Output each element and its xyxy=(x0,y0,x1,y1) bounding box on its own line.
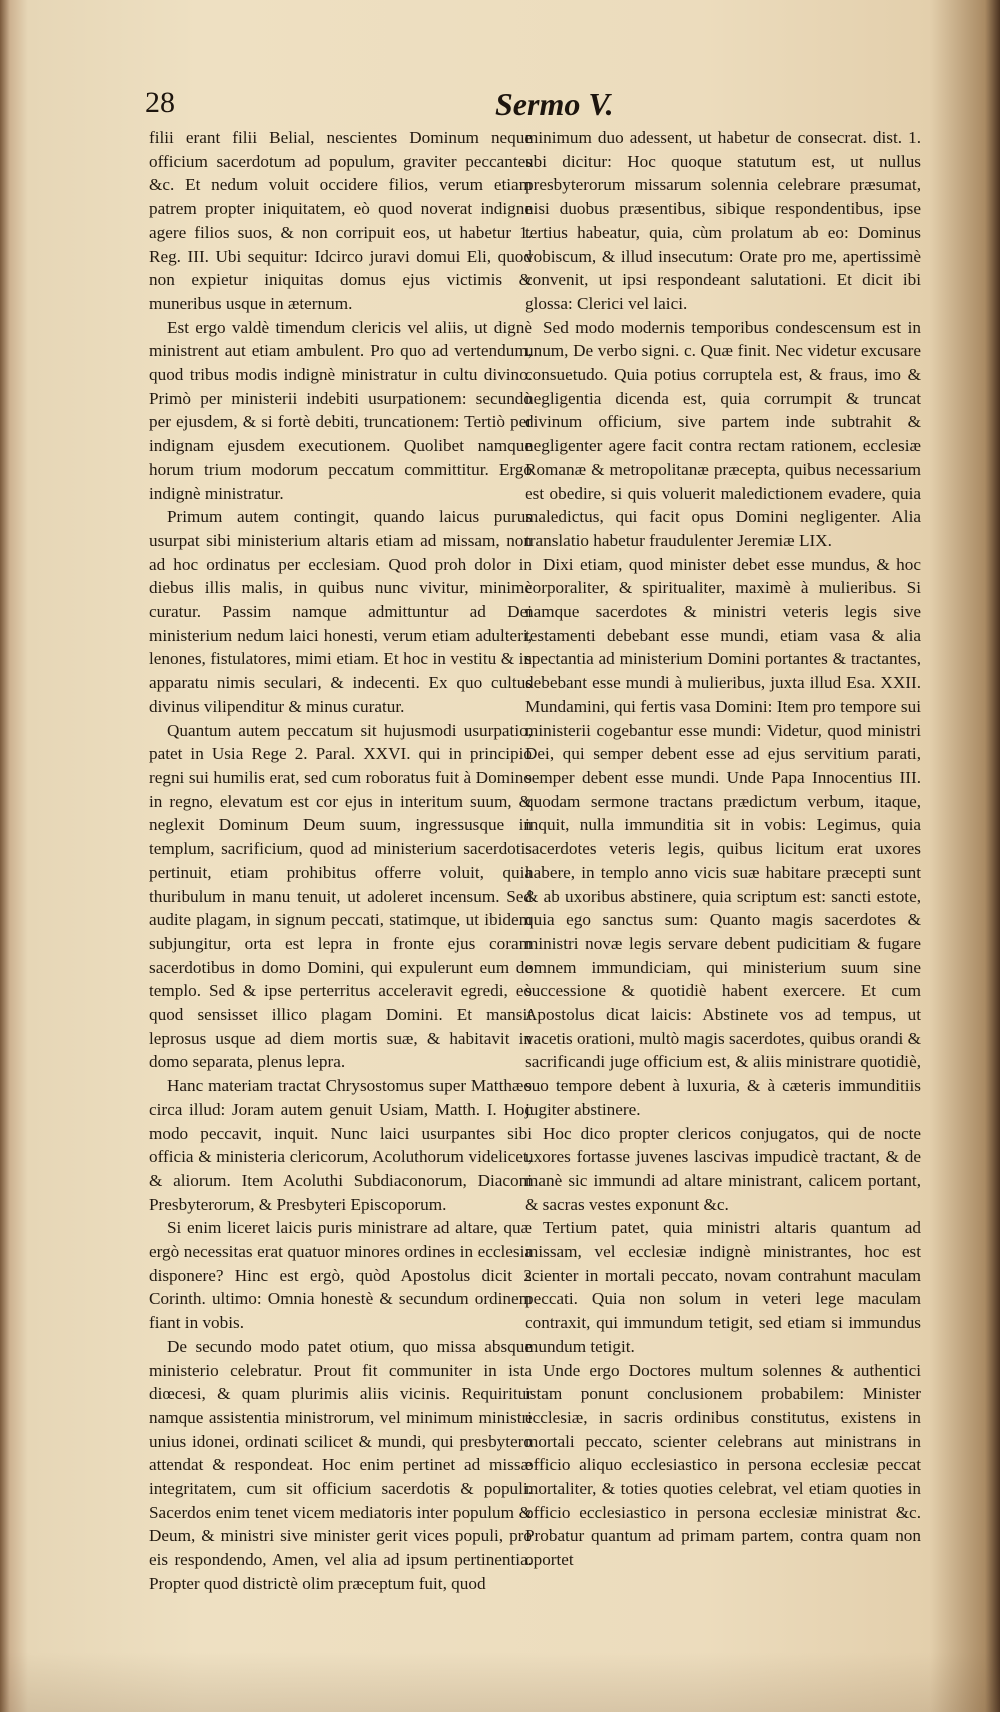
paragraph: minimum duo adessent, ut habetur de consecrat. dist. 1. ubi dicitur: Hoc quoque statutum est, ut nullus presbyterorum missarum solennia celebrare præsumat, nisi duobus præsentibus, sibique respondentibus, ipse tertius habeatur, quia, cùm prolatum ab eo: Dominus vobiscum, & illud insecutum: Orate pro me, apertissimè convenit, ut ipsi respondeant salutationi. Et dicit ibi glossa: Clerici vel laici. xyxy=(525,128,921,313)
page-header xyxy=(145,86,940,126)
paragraph: Sed modo modernis temporibus condescensum est in unum, De verbo signi. c. Quæ finit. Nec videtur excusare consuetudo. Quia potius corruptela est, & fraus, imo & negligentia dicenda est, quia corrumpit & truncat divinum officium, sive partem inde subtrahit & negligenter agere facit contra rectam rationem, ecclesiæ Romanæ & metropolitanæ præcepta, quibus necessarium est obedire, si quis voluerit maledictionem evadere, quia maledictus, qui facit opus Domini negligenter. Alia translatio habetur fraudulenter Jeremiæ LIX. xyxy=(525,317,921,550)
paragraph: Est ergo valdè timendum clericis vel aliis, ut dignè ministrent aut etiam ambulent. Pro quo ad vertendum, quod tribus modis indignè ministratur in cultu divino. Primò per ministerii indebiti usurpationem: secundò per ejusdem, & si fortè debiti, truncationem: Tertiò per indignam ejusdem executionem. Quolibet namque horum trium modorum peccatum committitur. Ergo indignè ministratur. xyxy=(149,317,532,503)
paragraph: Unde ergo Doctores multum solennes & authentici istam ponunt conclusionem probabilem: Minister ecclesiæ, in sacris ordinibus constitutus, existens in mortali peccato, scienter celebrans aut ministrans in officio aliquo ecclesiastico in persona ecclesiæ peccat mortaliter, & toties quoties celebrat, vel etiam quoties in officio ecclesiastico in persona ecclesiæ ministrat &c. Probatur quantum ad primam partem, contra quam non oportet xyxy=(525,1360,921,1570)
paragraph: Si enim liceret laicis puris ministrare ad altare, quæ ergò necessitas erat quatuor minores ordines in ecclesia disponere? Hinc est ergò, quòd Apostolus dicit 2 Corinth. ultimo: Omnia honestè & secundum ordinem fiant in vobis. xyxy=(149,1218,532,1333)
paragraph: Quantum autem peccatum sit hujusmodi usurpatio, patet in Usia Rege 2. Paral. XXVI. qui in principio regni sui humilis erat, sed cum roboratus fuit à Domino in regno, elevatum est cor ejus in interitum suum, & neglexit Dominum Deum suum, ingressusque in templum, sacrificium, quod ad ministerium sacerdotis pertinuit, etiam prohibitus offerre voluit, quia thuribulum in manu tenuit, ut adoleret incensum. Sed audite plagam, in signum peccati, statimque, ut ibidem subjungitur, orta est lepra in fronte ejus coram sacerdotibus in domo Domini, qui expulerunt eum de templo. Sed & ipse perterritus acceleravit egredi, eò quod sensisset illico plagam Domini. Et mansit leprosus usque ad diem mortis suæ, & habitavit in domo separata, plenus lepra. xyxy=(149,720,532,1072)
paragraph: Dixi etiam, quod minister debet esse mundus, & hoc corporaliter, & spiritualiter, maximè à mulieribus. Si namque sacerdotes & ministri veteris legis sive testamenti debebant esse mundi, etiam vasa & alia spectantia ad ministerium Domini portantes & tractantes, debebant esse mundi à mulieribus, juxta illud Esa. XXII. Mundamini, qui fertis vasa Domini: Item pro tempore sui ministerii cogebantur esse mundi: Videtur, quod ministri Dei, qui semper debent esse ad ejus servitium parati, semper debent esse mundi. Unde Papa Innocentius III. quodam sermone tractans prædictum verbum, itaque, inquit, nulla immunditia sit in vobis: Legimus, quia sacerdotes veteris legis, quibus licitum erat uxores habere, in templo anno vicis suæ habitare præcepti sunt & ab uxoribus abstinere, quia scriptum est: sancti estote, quia ego sanctus sum: Quanto magis sacerdotes & ministri novæ legis servare debent pudicitiam & fugare omnem immundiciam, qui ministerium suum sine successione & quotidiè habent exercere. Et cum Apostolus dicat laicis: Abstinete vos ad tempus, ut vacetis orationi, multò magis sacerdotes, quibus orandi & sacrificandi juge officium est, & aliis ministrare quotidiè, suo tempore debent à luxuria, & à cæteris immunditiis jugiter abstinere. xyxy=(525,554,921,1119)
page-number: 28 xyxy=(145,86,175,119)
left-column xyxy=(149,126,532,1596)
paragraph: Hanc materiam tractat Chrysostomus super Matthæo circa illud: Joram autem genuit Usiam, Matth. I. Hoc modo peccavit, inquit. Nunc laici usurpantes sibi officia & ministeria clericorum, Acoluthorum videlicet, & aliorum. Item Acoluthi Subdiaconorum, Diaconi Presbyterorum, & Presbyteri Episcoporum. xyxy=(149,1076,532,1214)
paragraph: Tertium patet, quia ministri altaris quantum ad missam, vel ecclesiæ indignè ministrantes, hoc est scienter in mortali peccato, novam contrahunt maculam peccati. Quia non solum in veteri lege maculam contraxit, qui immundum tetigit, sed etiam si immundus mundum tetigit. xyxy=(525,1218,921,1356)
running-title: Sermo V. xyxy=(495,86,614,122)
paragraph: Hoc dico propter clericos conjugatos, qui de nocte uxores fortasse juvenes lascivas impudicè tractant, & de manè sic immundi ad altare ministrant, calicem portant, & sacras vestes exponunt &c. xyxy=(525,1123,921,1214)
paragraph: Primum autem contingit, quando laicus purus usurpat sibi ministerium altaris etiam ad missam, non ad hoc ordinatus per ecclesiam. Quod proh dolor in diebus illis malis, in quibus nunc vivitur, minimè curatur. Passim namque admittuntur ad Dei ministerium nedum laici honesti, verum etiam adulteri, lenones, fistulatores, mimi etiam. Et hoc in vestitu & in apparatu nimis seculari, & indecenti. Ex quo cultus divinus vilipenditur & minus curatur. xyxy=(149,507,532,716)
right-column xyxy=(525,126,921,1572)
paragraph: filii erant filii Belial, nescientes Dominum neque officium sacerdotum ad populum, graviter peccantes &c. Et nedum voluit occidere filios, verum etiam patrem propter iniquitatem, eò quod noverat indigne agere filios suos, & non corripuit eos, ut habetur 1. Reg. III. Ubi sequitur: Idcirco juravi domui Eli, quod non expietur iniquitas domus ejus victimis & muneribus usque in æternum. xyxy=(149,128,532,313)
paragraph: De secundo modo patet otium, quo missa absque ministerio celebratur. Prout fit communiter in ista diœcesi, & quam plurimis aliis vicinis. Requiritur namque assistentia ministrorum, vel minimum ministri unius idonei, ordinati scilicet & mundi, qui presbytero attendat & respondeat. Hoc enim pertinet ad missæ integritatem, cum sit officium sacerdotis & populi. Sacerdos enim tenet vicem mediatoris inter populum & Deum, & ministri sive minister gerit vices populi, pro eis respondendo, Amen, vel alia ad ipsum pertinentia. Propter quod districtè olim præceptum fuit, quod xyxy=(149,1336,532,1593)
